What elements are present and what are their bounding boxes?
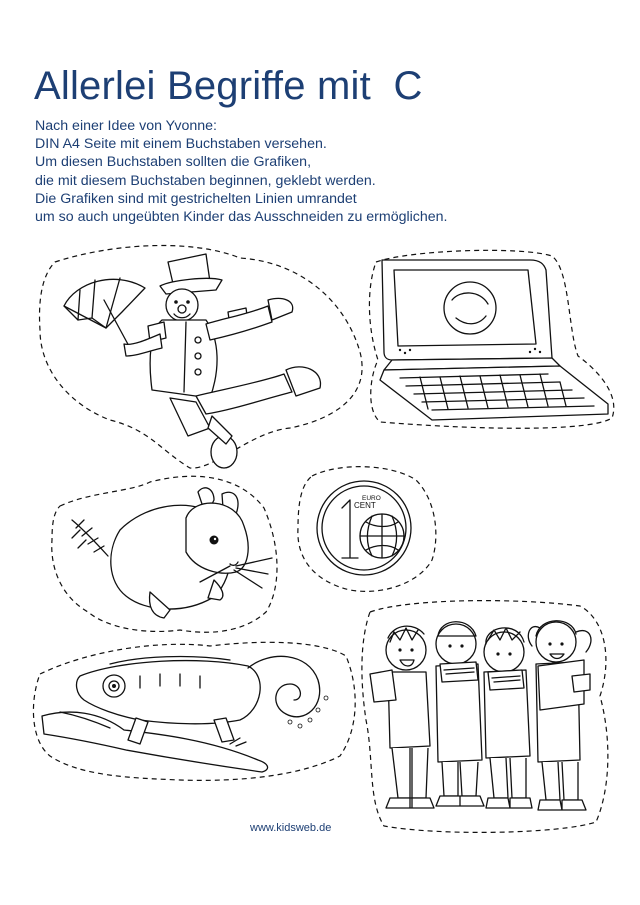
- children-choir-illustration: [362, 601, 608, 833]
- footer-link[interactable]: www.kidsweb.de: [250, 822, 332, 834]
- euro-cent-coin-illustration: [298, 467, 436, 592]
- coin-label-euro: EURO: [362, 495, 381, 502]
- child-2: [436, 622, 484, 806]
- child-1: [370, 626, 434, 808]
- coin-label-cent: CENT: [354, 501, 376, 510]
- intro-line: Um diesen Buchstaben sollten die Grafiken,: [35, 154, 312, 171]
- chameleon-illustration: [33, 642, 355, 780]
- intro-line: die mit diesem Buchstaben beginnen, geklebt werden.: [35, 172, 376, 189]
- laptop-computer-illustration: [369, 250, 613, 428]
- intro-line: Die Grafiken sind mit gestrichelten Linien umrandet: [35, 190, 357, 207]
- child-4: [528, 621, 591, 810]
- intro-line: um so auch ungeübten Kinder das Ausschneiden zu ermöglichen.: [35, 209, 448, 226]
- chinchilla-illustration: [52, 476, 277, 632]
- intro-line: Nach einer Idee von Yvonne:: [35, 118, 217, 134]
- intro-line: DIN A4 Seite mit einem Buchstaben versehen.: [35, 136, 327, 153]
- clown-illustration: [40, 246, 363, 469]
- page-title: Allerlei Begriffe mit C: [34, 64, 423, 108]
- child-3: [484, 628, 532, 808]
